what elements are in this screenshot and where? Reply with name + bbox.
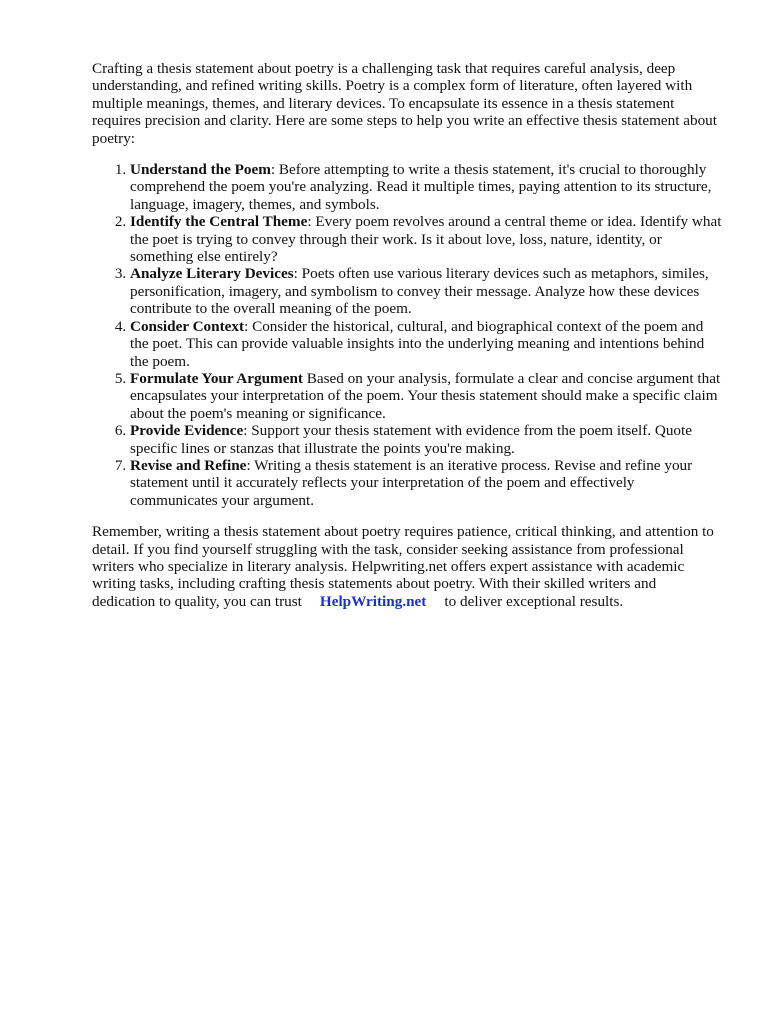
helpwriting-link[interactable]: HelpWriting.net: [319, 592, 427, 610]
list-item: [130, 422, 722, 457]
step-body: : Support your thesis statement with evidence from the poem itself. Quote specific lines or stanzas that illustrate the points you're making.: [130, 422, 692, 457]
step-body: Based on your analysis, formulate a clear and concise argument that encapsulates your interpretation of the poem. Your thesis statement should make a specific claim about the poem's meaning or significance.: [130, 369, 721, 422]
list-item: [130, 265, 722, 317]
list-item: [130, 318, 722, 370]
step-body: : Before attempting to write a thesis statement, it's crucial to thoroughly comprehend the poem you're analyzing. Read it multiple times, paying attention to its structure, language, imagery, themes, and symbols.: [130, 161, 712, 213]
step-body: : Every poem revolves around a central theme or idea. Identify what the poet is trying to convey through their work. Is it about love, loss, nature, identity, or something else entirely?: [130, 213, 722, 266]
step-title: Consider Context: [130, 317, 245, 335]
closing-paragraph: [92, 523, 722, 610]
list-item: [130, 161, 722, 213]
step-title: Understand the Poem: [130, 161, 271, 179]
step-title: Revise and Refine: [130, 456, 247, 474]
list-item: [130, 457, 722, 509]
step-body: : Poets often use various literary devices such as metaphors, similes, personification, imagery, and symbolism to convey their message. Analyze how these devices contribute to the overall meaning of the poem.: [130, 265, 709, 318]
list-item: [130, 370, 722, 422]
step-title: Analyze Literary Devices: [130, 265, 294, 283]
step-title: Formulate Your Argument: [130, 369, 303, 387]
step-body: : Consider the historical, cultural, and biographical context of the poem and the poet. This can provide valuable insights into the underlying meaning and intentions behind the poem.: [130, 317, 705, 370]
step-title: Identify the Central Theme: [130, 213, 308, 231]
closing-text: Remember, writing a thesis statement about poetry requires patience, critical thinking, and attention to detail. If you find yourself struggling with the task, consider seeking assistance from professional writers who specialize in literary analysis. Helpwriting.net offers expert assistance with academic writing tasks, including crafting thesis statements about poetry. With their skilled writers and dedication to quality, you can trust: [92, 523, 714, 610]
document-page: [92, 60, 722, 610]
step-body: : Writing a thesis statement is an iterative process. Revise and refine your statement until it accurately reflects your interpretation of the poem and effectively communicates your argument.: [130, 456, 693, 509]
step-title: Provide Evidence: [130, 422, 244, 440]
intro-paragraph: Crafting a thesis statement about poetry is a challenging task that requires careful analysis, deep understanding, and refined writing skills. Poetry is a complex form of literature, often layered with multiple meanings, themes, and literary devices. To encapsulate its essence in a thesis statement requires precision and clarity. Here are some steps to help you write an effective thesis statement about poetry:: [92, 60, 718, 147]
list-item: [130, 213, 722, 265]
steps-list: [92, 161, 722, 509]
closing-text-end: to deliver exceptional results.: [444, 592, 624, 610]
